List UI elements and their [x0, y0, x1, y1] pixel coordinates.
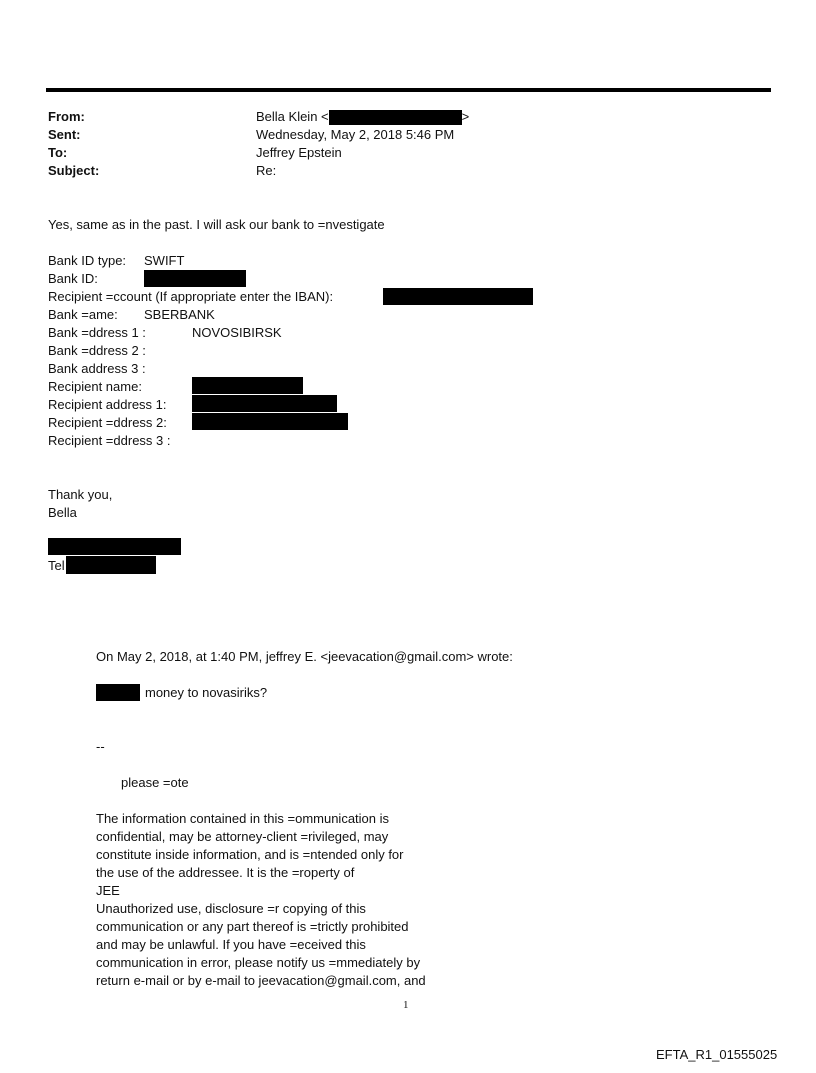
- sent-label: Sent:: [48, 127, 81, 142]
- redaction-bank-id: [144, 270, 246, 287]
- redaction-account: [383, 288, 533, 305]
- disclaimer-line: communication or any part thereof is =trictly prohibited: [96, 919, 409, 934]
- bank-name-value: SBERBANK: [144, 307, 215, 322]
- from-value: [256, 109, 469, 125]
- disclaimer-line: JEE: [96, 883, 120, 898]
- bank-name-label: Bank =ame:: [48, 307, 118, 322]
- recipient-account-label: Recipient =ccount (If appropriate enter the IBAN):: [48, 289, 334, 304]
- disclaimer-line: Unauthorized use, disclosure =r copying of this: [96, 901, 366, 916]
- redaction-recipient-address2: [192, 413, 348, 430]
- recipient-name-label: Recipient name:: [48, 379, 142, 394]
- from-label: From:: [48, 109, 85, 124]
- disclaimer-line: communication in error, please notify us =mmediately by: [96, 955, 421, 970]
- tel-label: Tel: [48, 558, 65, 573]
- redaction-tel: [66, 556, 156, 574]
- header-rule: [46, 88, 771, 92]
- bank-address1-label: Bank =ddress 1 :: [48, 325, 146, 340]
- page-number: 1: [403, 999, 409, 1011]
- disclaimer-line: the use of the addressee. It is the =roperty of: [96, 865, 355, 880]
- redaction-quoted: [96, 684, 140, 701]
- document-id: EFTA_R1_01555025: [656, 1047, 778, 1062]
- redaction-email: [329, 110, 462, 125]
- redaction-recipient-name: [192, 377, 303, 394]
- from-name: Bella Klein <: [256, 109, 329, 124]
- to-label: To:: [48, 145, 68, 160]
- disclaimer-line: return e-mail or by e-mail to jeevacation@gmail.com, and: [96, 973, 426, 988]
- disclaimer-line: The information contained in this =ommunication is: [96, 811, 390, 826]
- disclaimer-line: constitute inside information, and is =ntended only for: [96, 847, 404, 862]
- disclaimer-line: confidential, may be attorney-client =rivileged, may: [96, 829, 389, 844]
- bank-id-label: Bank ID:: [48, 271, 98, 286]
- bank-id-type-value: SWIFT: [144, 253, 185, 268]
- bank-id-type-label: Bank ID type:: [48, 253, 127, 268]
- redaction-recipient-address1: [192, 395, 337, 412]
- disclaimer-line: and may be unlawful. If you have =eceived this: [96, 937, 366, 952]
- quoted-message: money to novasiriks?: [145, 685, 268, 700]
- sent-value: Wednesday, May 2, 2018 5:46 PM: [256, 127, 455, 142]
- to-value: Jeffrey Epstein: [256, 145, 342, 160]
- subject-label: Subject:: [48, 163, 100, 178]
- body-intro: Yes, same as in the past. I will ask our bank to =nvestigate: [48, 217, 385, 232]
- recipient-address3-label: Recipient =ddress 3 :: [48, 433, 171, 448]
- from-close: >: [461, 109, 470, 124]
- closing: Thank you,: [48, 487, 113, 502]
- signature: Bella: [48, 505, 77, 520]
- recipient-address2-label: Recipient =ddress 2:: [48, 415, 167, 430]
- recipient-address1-label: Recipient address 1:: [48, 397, 167, 412]
- redaction-signature-line: [48, 538, 181, 555]
- quoted-separator: --: [96, 739, 105, 754]
- subject-value: Re:: [256, 163, 277, 178]
- please-note: please =ote: [121, 775, 189, 790]
- bank-address3-label: Bank address 3 :: [48, 361, 146, 376]
- bank-address1-value: NOVOSIBIRSK: [192, 325, 282, 340]
- bank-address2-label: Bank =ddress 2 :: [48, 343, 146, 358]
- quoted-intro: On May 2, 2018, at 1:40 PM, jeffrey E. <jeevacation@gmail.com> wrote:: [96, 649, 513, 664]
